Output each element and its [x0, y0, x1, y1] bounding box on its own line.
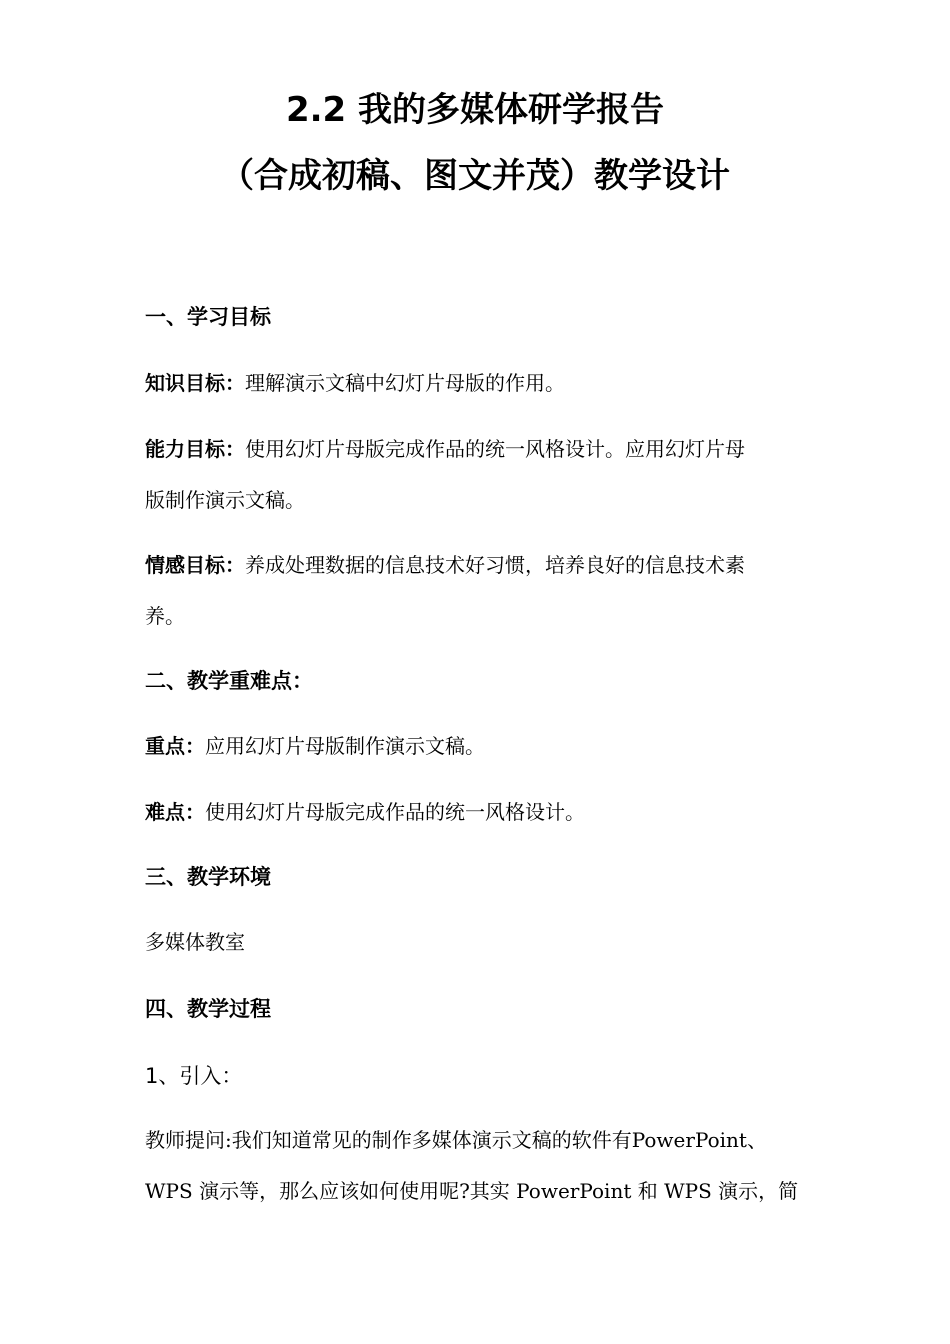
section-heading-environment: 三、教学环境 — [145, 865, 271, 889]
intro-line-1: 教师提问:我们知道常见的制作多媒体演示文稿的软件有PowerPoint、 — [145, 1128, 767, 1152]
difficult-point-label: 难点： — [145, 800, 205, 824]
difficult-point-line — [145, 787, 810, 838]
document-title-line-2: （合成初稿、图文并茂）教学设计 — [220, 156, 730, 196]
knowledge-goal-label: 知识目标： — [145, 371, 245, 395]
document-title-line-1: 2.2 我的多媒体研学报告 — [285, 90, 665, 130]
emotion-goal-text-1: 养成处理数据的信息技术好习惯，培养良好的信息技术素 — [245, 553, 745, 577]
ability-goal-text-1: 使用幻灯片母版完成作品的统一风格设计。应用幻灯片母 — [245, 437, 745, 461]
emotion-goal-line-2: 养。 — [145, 604, 185, 628]
ability-goal-paragraph — [145, 424, 810, 526]
knowledge-goal-paragraph — [145, 358, 810, 409]
difficult-point-text: 使用幻灯片母版完成作品的统一风格设计。 — [205, 800, 585, 824]
ability-goal-label: 能力目标： — [145, 437, 245, 461]
emotion-goal-label: 情感目标： — [145, 553, 245, 577]
key-point-text: 应用幻灯片母版制作演示文稿。 — [205, 734, 485, 758]
intro-line-2: WPS 演示等，那么应该如何使用呢?其实 PowerPoint 和 WPS 演示，简 — [145, 1179, 799, 1203]
emotion-goal-paragraph — [145, 540, 810, 642]
key-point-label: 重点： — [145, 734, 205, 758]
ability-goal-line-2: 版制作演示文稿。 — [145, 488, 305, 512]
difficult-point-paragraph — [145, 787, 810, 838]
knowledge-goal-line — [145, 358, 810, 409]
intro-paragraph — [145, 1115, 810, 1217]
environment-paragraph — [145, 917, 810, 968]
section-heading-goals: 一、学习目标 — [145, 305, 271, 329]
section-heading-key-points: 二、教学重难点： — [145, 669, 313, 693]
environment-text: 多媒体教室 — [145, 930, 245, 954]
knowledge-goal-text: 理解演示文稿中幻灯片母版的作用。 — [245, 371, 565, 395]
process-subheading-intro: 1、引入： — [145, 1064, 243, 1088]
key-point-paragraph — [145, 721, 810, 772]
ability-goal-line-1 — [145, 424, 810, 475]
emotion-goal-line-1 — [145, 540, 810, 591]
section-heading-process: 四、教学过程 — [145, 997, 271, 1021]
key-point-line — [145, 721, 810, 772]
